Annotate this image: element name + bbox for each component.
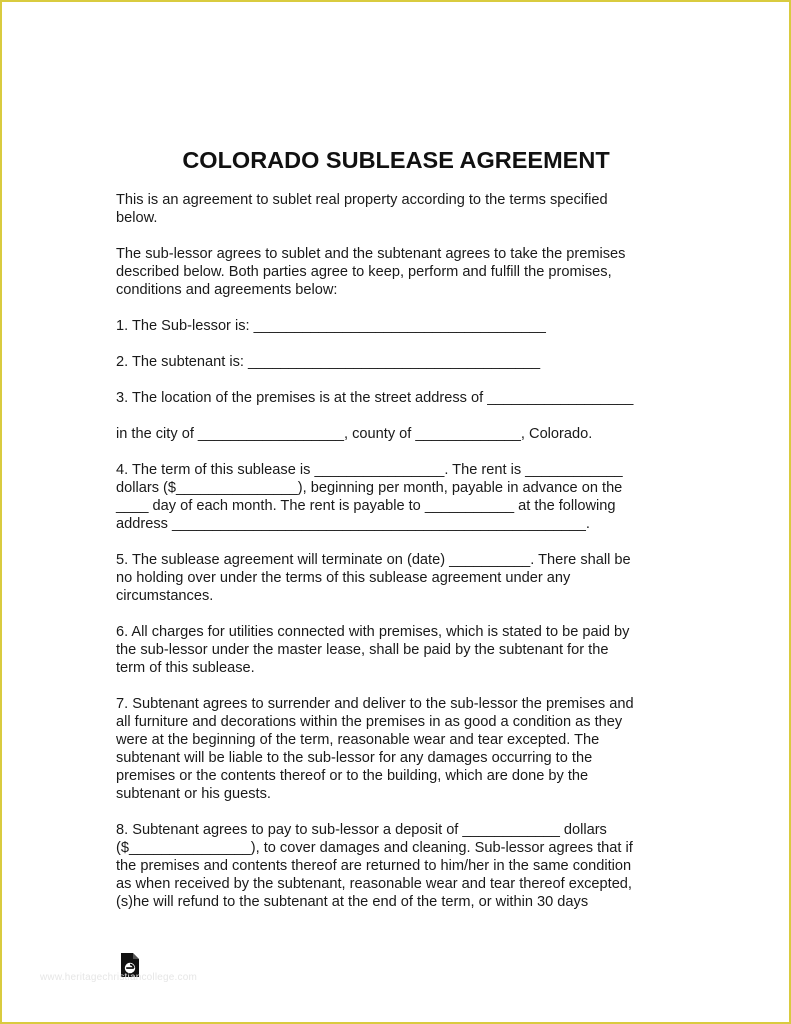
clause-1-sublessor: 1. The Sub-lessor is: ____________________________________ [116, 318, 546, 334]
clause-6-utilities: 6. All charges for utilities connected with premises, which is stated to be paid by the sub-lessor under the master lease, shall be paid by the subtenant for the term of this sublease. [116, 624, 630, 676]
document-title: COLORADO SUBLEASE AGREEMENT [182, 147, 610, 173]
clause-7-surrender: 7. Subtenant agrees to surrender and deliver to the sub-lessor the premises and all furniture and decorations within the premises in as good a condition as they were at the beginning of the term, reasonable wear and tear excepted. The subtenant will be liable to the sub-lessor for any damages occurring to the premises or the contents thereof or to the building, which are done by the subtenant or his guests. [116, 696, 634, 802]
agreement-paragraph: The sub-lessor agrees to sublet and the subtenant agrees to take the premises described below. Both parties agree to keep, perform and fulfill the promises, conditions and agreements below: [116, 246, 626, 298]
intro-paragraph: This is an agreement to sublet real property according to the terms specified below. [116, 192, 608, 226]
clause-2-subtenant: 2. The subtenant is: ____________________________________ [116, 354, 541, 370]
clause-4-term-rent: 4. The term of this sublease is ________________. The rent is ____________ dollars ($_______________), beginning per month, payable in advance on the ____ day of each month. The rent is payable to ___________ at the following address ___________________________________________________. [116, 462, 623, 532]
clause-3-location: 3. The location of the premises is at the street address of __________________ [116, 390, 634, 406]
clause-5-termination: 5. The sublease agreement will terminate on (date) __________. There shall be no holding over under the terms of this sublease agreement under any circumstances. [116, 552, 631, 604]
clause-3-city-county: in the city of __________________, county of _____________, Colorado. [116, 426, 593, 442]
clause-8-deposit: 8. Subtenant agrees to pay to sub-lessor a deposit of ____________ dollars ($_______________), to cover damages and cleaning. Sub-lessor agrees that if the premises and contents thereof are returned to him/her in the same condition as when received by the subtenant, reasonable wear and tear thereof excepted, (s)he will refund to the subtenant at the end of the term, or within 30 days [116, 822, 633, 910]
document-body [116, 146, 676, 929]
footer-watermark: www.heritagechristiancollege.com [40, 972, 198, 983]
